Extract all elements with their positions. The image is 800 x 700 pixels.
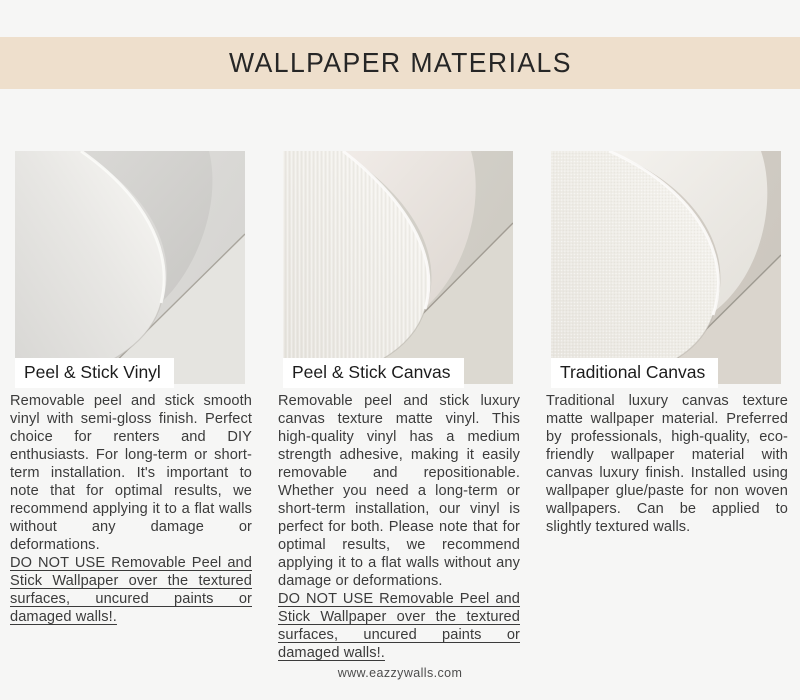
wallpaper-sample-photo-peel-stick-canvas	[283, 151, 513, 384]
header-banner	[0, 37, 800, 89]
material-description: Removable peel and stick luxury canvas texture matte vinyl. This high-quality vinyl has a medium strength adhesive, making it easily removable and repositionable. Whether you need a long-term or short-term installation, our vinyl is perfect for both. Please note that for optimal results, we recommend applying it to a flat walls without any damage or deformations.	[278, 393, 520, 589]
page-title: WALLPAPER MATERIALS	[228, 47, 572, 78]
material-name-label: Peel & Stick Vinyl	[15, 358, 174, 388]
website-url: www.eazzywalls.com	[337, 666, 463, 680]
material-description: Traditional luxury canvas texture matte wallpaper material. Preferred by professionals, high-quality, eco-friendly wallpaper material with canvas luxury finish. Installed using wallpaper glue/paste for non woven wallpapers. Can be applied to slightly textured walls.	[546, 393, 788, 535]
material-name-label: Traditional Canvas	[551, 358, 718, 388]
wallpaper-sample-photo-vinyl	[15, 151, 245, 384]
material-warning: DO NOT USE Removable Peel and Stick Wallpaper over the textured surfaces, uncured paints or damaged walls!.	[10, 555, 252, 625]
materials-row	[10, 151, 790, 662]
material-card-traditional-canvas	[546, 151, 788, 662]
material-warning: DO NOT USE Removable Peel and Stick Wallpaper over the textured surfaces, uncured paints or damaged walls!.	[278, 591, 520, 661]
material-description: Removable peel and stick smooth vinyl with semi-gloss finish. Perfect choice for renters and DIY enthusiasts. For long-term or short-term installation. It's important to note that for optimal results, we recommend applying it to a flat walls without any damage or deformations.	[10, 393, 252, 553]
material-card-peel-stick-canvas	[278, 151, 520, 662]
wallpaper-sample-photo-traditional-canvas	[551, 151, 781, 384]
material-name-label: Peel & Stick Canvas	[283, 358, 464, 388]
material-card-vinyl	[10, 151, 252, 662]
